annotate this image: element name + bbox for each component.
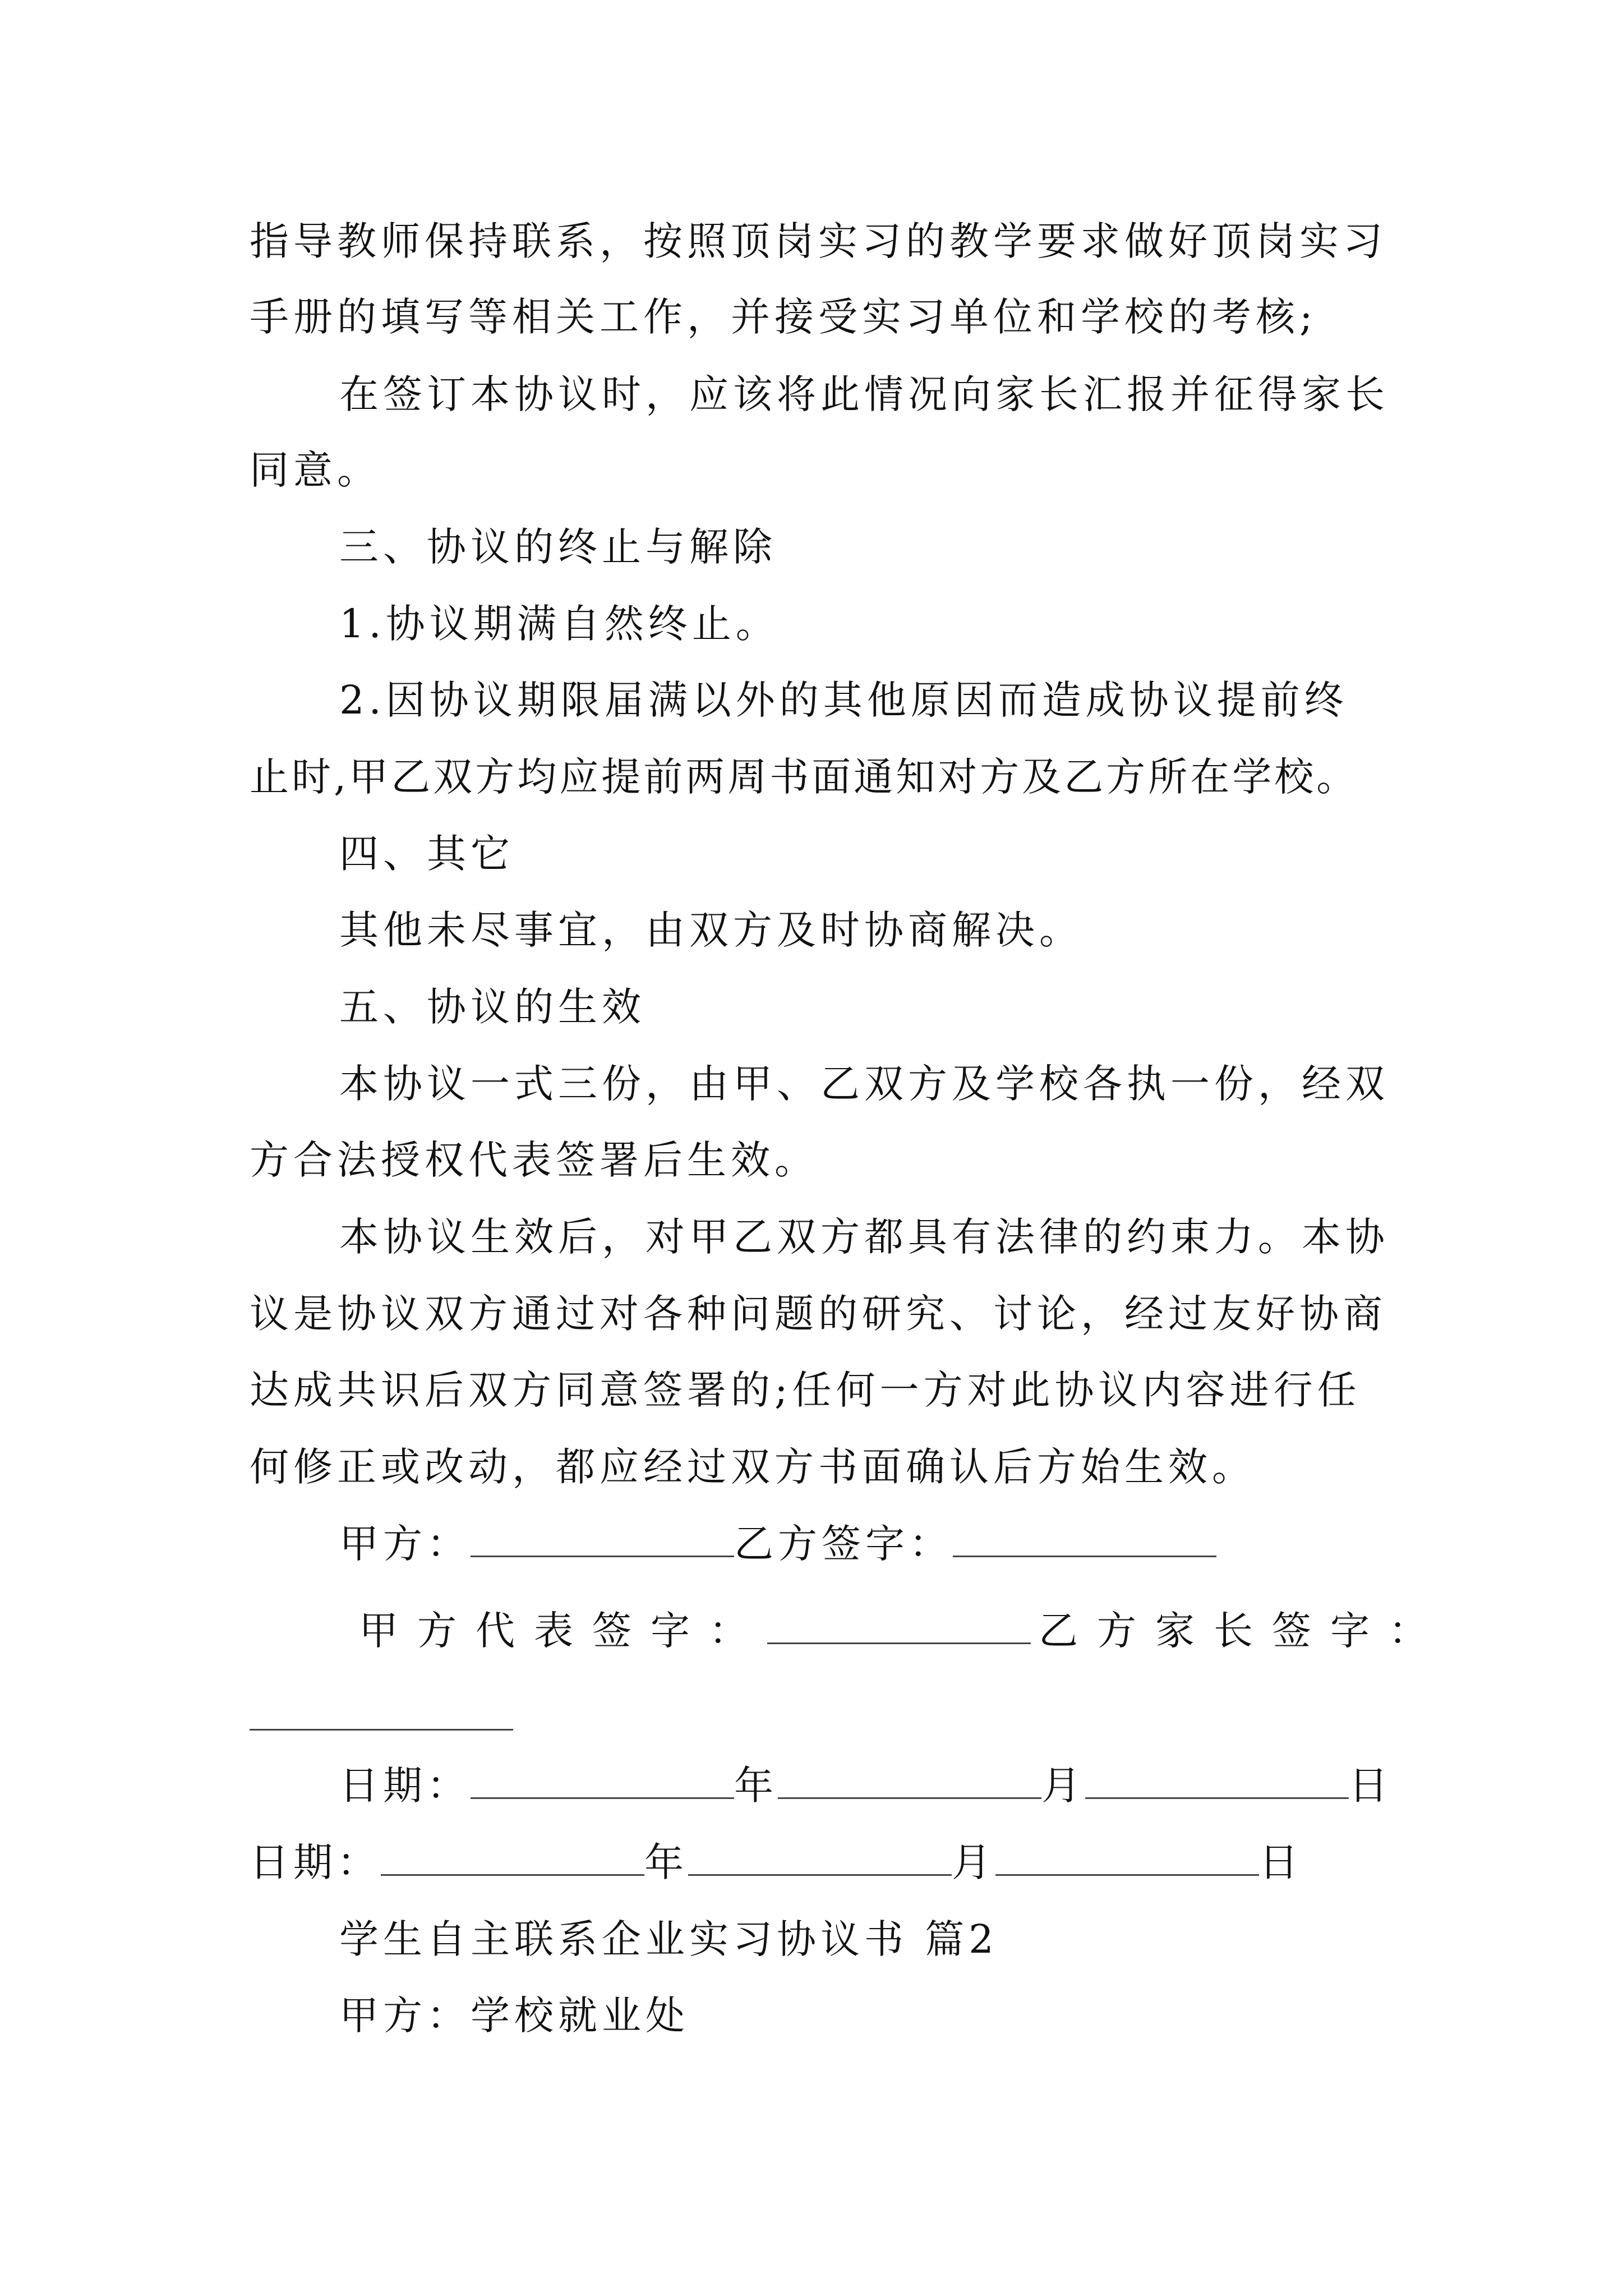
paragraph-line: 同意。 (250, 447, 381, 493)
year-label: 年 (734, 1763, 778, 1809)
section-heading: 三、协议的终止与解除 (339, 524, 777, 570)
party-b-sign-label: 乙方签字： (734, 1521, 953, 1567)
date-row (250, 1839, 1303, 1885)
paragraph-line: 何修正或改动，都应经过双方书面确认后方始生效。 (250, 1444, 1256, 1490)
day-blank (1085, 1766, 1349, 1799)
year-blank (471, 1766, 734, 1799)
date-row (339, 1763, 1393, 1809)
day-label: 日 (1349, 1763, 1393, 1809)
month-label: 月 (952, 1839, 995, 1885)
party-a-rep-blank (767, 1611, 1031, 1644)
party-b-parent-label: 乙方家长签字： (1039, 1608, 1447, 1654)
party-a-rep-label: 甲方代表签字： (359, 1608, 767, 1654)
signature-row (339, 1521, 1216, 1567)
month-blank (778, 1766, 1041, 1799)
paragraph-line: 手册的填写等相关工作，并接受实习单位和学校的考核; (250, 294, 1317, 340)
paragraph-line: 其他未尽事宜，由双方及时协商解决。 (339, 907, 1083, 953)
month-label: 月 (1041, 1763, 1085, 1809)
year-label: 年 (644, 1839, 688, 1885)
paragraph-line: 方合法授权代表签署后生效。 (250, 1137, 818, 1183)
list-item: 1.协议期满自然终止。 (339, 601, 780, 647)
paragraph-line: 本协议一式三份，由甲、乙双方及学校各执一份，经双 (339, 1061, 1389, 1107)
signature-row (359, 1608, 1447, 1654)
paragraph-line: 指导教师保持联系，按照顶岗实习的教学要求做好顶岗实习 (250, 218, 1387, 264)
paragraph-line: 议是协议双方通过对各种问题的研究、讨论，经过友好协商 (250, 1291, 1387, 1337)
section-title: 学生自主联系企业实习协议书 篇2 (339, 1916, 998, 1962)
paragraph-line: 止时,甲乙双方均应提前两周书面通知对方及乙方所在学校。 (250, 754, 1359, 800)
year-blank (381, 1843, 644, 1876)
date-label: 日期： (339, 1763, 471, 1809)
paragraph-line: 本协议生效后，对甲乙双方都具有法律的约束力。本协 (339, 1214, 1389, 1260)
party-a-label: 甲方： (339, 1521, 471, 1567)
section-heading: 五、协议的生效 (339, 984, 645, 1030)
party-b-sign-blank (953, 1524, 1216, 1557)
party-a-line: 甲方：学校就业处 (339, 1993, 689, 2039)
month-blank (688, 1843, 952, 1876)
section-heading: 四、其它 (339, 831, 514, 877)
party-b-parent-blank (250, 1729, 513, 1731)
list-item: 2.因协议期限届满以外的其他原因而造成协议提前终 (339, 677, 1348, 723)
day-label: 日 (1259, 1839, 1303, 1885)
party-a-blank (471, 1524, 734, 1557)
date-label: 日期： (250, 1839, 381, 1885)
paragraph-line: 达成共识后双方同意签署的;任何一方对此协议内容进行任 (250, 1367, 1361, 1413)
paragraph-line: 在签订本协议时，应该将此情况向家长汇报并征得家长 (339, 371, 1389, 417)
day-blank (995, 1843, 1259, 1876)
